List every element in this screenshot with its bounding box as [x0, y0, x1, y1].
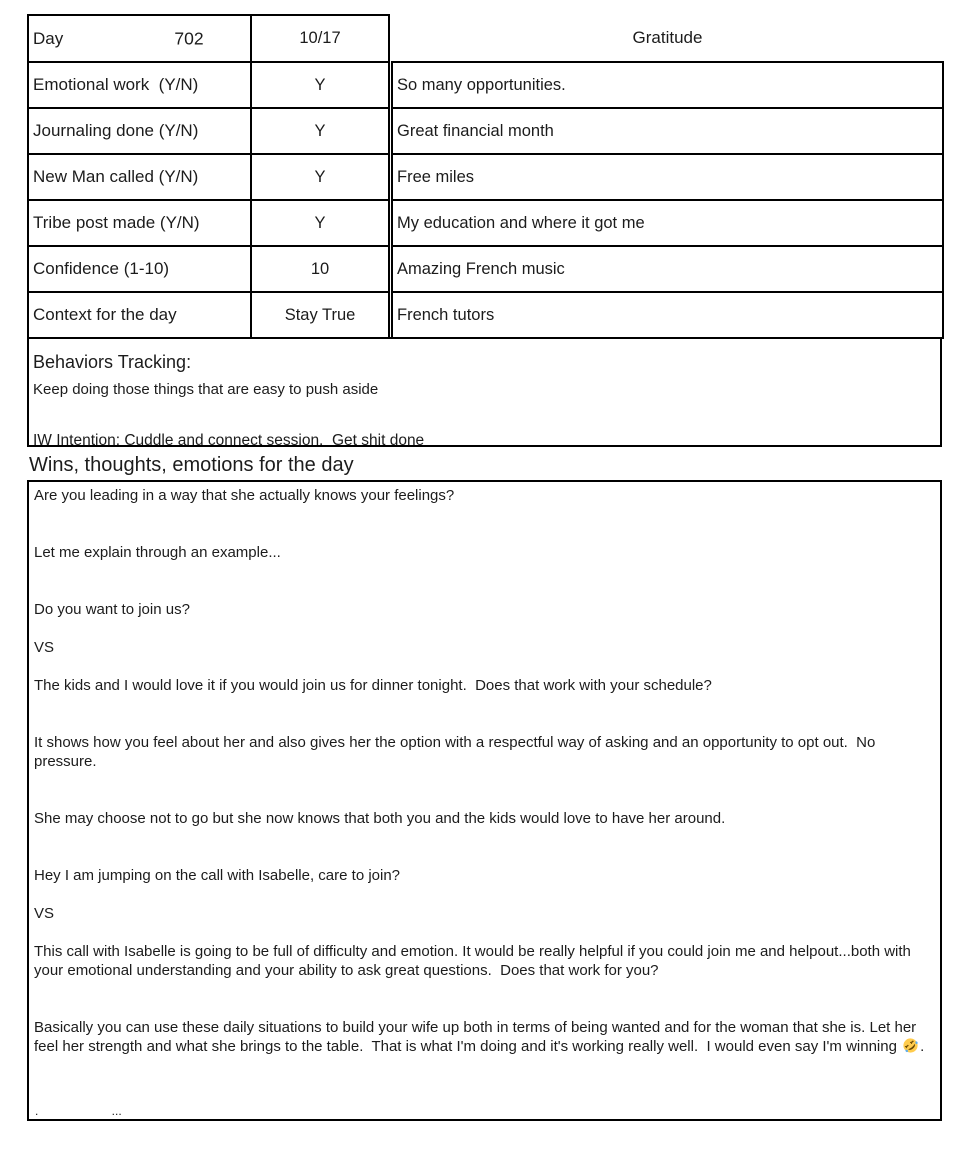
wins-section-title: Wins, thoughts, emotions for the day [29, 454, 354, 476]
behaviors-title: Behaviors Tracking: [33, 352, 192, 372]
tracker-row [28, 108, 943, 154]
journal-paragraph: VS [34, 905, 55, 922]
journal-paragraph: The kids and I would love it if you would join us for dinner tonight. Does that work with your schedule? [34, 677, 712, 694]
tracker-row [28, 62, 943, 108]
tracker-row [28, 200, 943, 246]
tracker-value-cell: 10 [251, 246, 389, 292]
tracker-label-cell: New Man called (Y/N) [28, 154, 251, 200]
clipped-text-line: . ... [35, 1104, 122, 1118]
journal-page [27, 14, 942, 1121]
tracker-row [28, 246, 943, 292]
journal-paragraph: It shows how you feel about her and also gives her the option with a respectful way of asking and an opportunity to opt out. No pressure. [34, 734, 880, 770]
journal-paragraph: Do you want to join us? [34, 601, 190, 618]
journal-paragraph: Hey I am jumping on the call with Isabelle, care to join? [34, 867, 401, 884]
daily-tracker-table [27, 14, 944, 339]
tracker-value-cell: Y [251, 62, 389, 108]
tracker-label-cell: Emotional work (Y/N) [28, 62, 251, 108]
gratitude-cell: Amazing French music [392, 246, 943, 292]
journal-paragraph: Are you leading in a way that she actually knows your feelings? [34, 487, 455, 504]
behaviors-note: Keep doing those things that are easy to push aside [33, 381, 379, 398]
journal-paragraph: She may choose not to go but she now knows that both you and the kids would love to have her around. [34, 810, 726, 827]
tracker-value-cell: Y [251, 154, 389, 200]
wins-journal-box [27, 480, 942, 1121]
gratitude-cell: French tutors [392, 292, 943, 338]
behaviors-tracking-box [27, 337, 942, 447]
tracker-value-cell: Stay True [251, 292, 389, 338]
date-cell: 10/17 [251, 15, 389, 62]
behaviors-intention: IW Intention: Cuddle and connect session. Get shit done [33, 432, 425, 447]
day-cell [28, 15, 251, 62]
gratitude-cell: Free miles [392, 154, 943, 200]
gratitude-cell: My education and where it got me [392, 200, 943, 246]
journal-paragraph: Let me explain through an example... [34, 544, 281, 561]
tracker-label-cell: Tribe post made (Y/N) [28, 200, 251, 246]
tracker-header-row [28, 15, 943, 62]
tracker-label-cell: Confidence (1-10) [28, 246, 251, 292]
gratitude-cell: Great financial month [392, 108, 943, 154]
rofl-emoji [902, 1037, 919, 1054]
tracker-label-cell: Journaling done (Y/N) [28, 108, 251, 154]
day-number: 702 [174, 28, 204, 48]
gratitude-header: Gratitude [632, 28, 703, 47]
tracker-row [28, 154, 943, 200]
journal-paragraphs [34, 486, 934, 1056]
gratitude-cell: So many opportunities. [392, 62, 943, 108]
journal-paragraph: VS [34, 639, 55, 656]
journal-paragraph: This call with Isabelle is going to be full of difficulty and emotion. It would be really helpful if you could join me and helpout...both with your emotional understanding and your ability to ask great questions. Does that work for you? [34, 943, 916, 979]
tracker-label-cell: Context for the day [28, 292, 251, 338]
tracker-value-cell: Y [251, 200, 389, 246]
tracker-row [28, 292, 943, 338]
day-label: Day [33, 28, 64, 48]
journal-paragraph: Basically you can use these daily situations to build your wife up both in terms of being wanted and for the woman that she is. Let her feel her strength and what she brings to the table. That is what I'm doing and it's working really well. I would even say I'm winning . [34, 1019, 925, 1055]
tracker-value-cell: Y [251, 108, 389, 154]
